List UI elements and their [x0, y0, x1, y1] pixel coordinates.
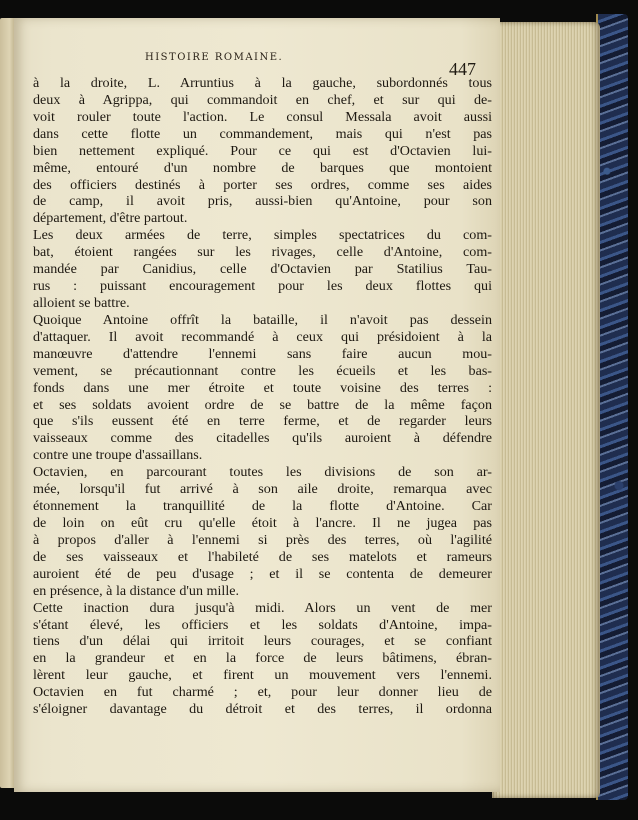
text-line: alloient se battre. — [33, 294, 130, 311]
text-line: même, entouré d'un nombre de barques que montoient — [33, 159, 492, 176]
text-line: auroient été de peu d'usage ; et il se contenta de demeurer — [33, 565, 492, 582]
text-line: vement, se précautionnant contre les écueils et les bas- — [33, 362, 492, 379]
text-line: lèrent leur gauche, et firent un mouvement vers l'ennemi. — [33, 667, 492, 684]
text-line: en présence, à la distance d'un mille. — [33, 582, 240, 599]
text-line: de ses vaisseaux et l'habileté de ses matelots et rameurs — [33, 548, 492, 565]
marbled-cover — [596, 14, 628, 800]
text-line: bien nettement expliqué. Pour ce qui est d'Octavien lui- — [33, 142, 492, 159]
text-line: de camp, il avoit pris, aussi-bien qu'Antoine, pour son — [33, 193, 492, 210]
text-line: étonnement la tranquillité de la flotte d'Antoine. Car — [33, 498, 492, 515]
text-line: en la grandeur et en la force de leurs bâtimens, ébran- — [33, 650, 492, 667]
page-number: 447 — [449, 59, 476, 79]
running-title: HISTOIRE ROMAINE. — [145, 52, 284, 63]
text-line: fonds dans une mer étroite et toute voisine des terres : — [33, 379, 492, 396]
text-line: à propos d'aller à l'ennemi si près des terres, où l'agilité — [33, 531, 492, 548]
body-text — [33, 75, 492, 718]
text-line: voit rouler toute l'action. Le consul Messala avoit aussi — [33, 108, 492, 125]
text-line: manœuvre d'attendre l'ennemi sans faire aucun mou- — [33, 345, 492, 362]
text-line: dans cette flotte un commandement, mais qui n'est pas — [33, 125, 492, 142]
text-line: vaisseaux comme des citadelles qu'ils auroient à défendre — [33, 430, 492, 447]
text-line: que s'ils eussent été en terre ferme, et de regarder leurs — [33, 413, 492, 430]
text-line: Cette inaction dura jusqu'à midi. Alors un vent de mer — [33, 599, 492, 616]
text-line: des officiers destinés à porter ses ordres, comme ses aides — [33, 176, 492, 193]
text-line: deux à Agrippa, qui commandoit en chef, et sur qui de- — [33, 91, 492, 108]
text-line: s'étant élevé, les officiers et les soldats d'Antoine, impa- — [33, 616, 492, 633]
text-line: d'attaquer. Il avoit recommandé à ceux qui présidoient à la — [33, 328, 492, 345]
text-line: département, d'être partout. — [33, 210, 188, 227]
text-line: mandée par Canidius, celle d'Octavien par Statilius Tau- — [33, 261, 492, 278]
text-line: à la droite, L. Arruntius à la gauche, subordonnés tous — [33, 75, 492, 91]
text-line: Octavien en fut charmé ; et, pour leur donner lieu de — [33, 684, 492, 701]
text-line: Octavien, en parcourant toutes les divisions de son ar- — [33, 464, 492, 481]
text-line: mée, lorsqu'il fut arrivé à son aile droite, remarqua avec — [33, 481, 492, 498]
text-line: contre une troupe d'assaillans. — [33, 447, 203, 464]
text-line: Les deux armées de terre, simples spectatrices du com- — [33, 227, 492, 244]
text-line: de loin on eût cru qu'elle étoit à l'ancre. Il ne jugea pas — [33, 514, 492, 531]
text-line: et ses soldats avoient ordre de se battre de la même façon — [33, 396, 492, 413]
text-line: bat, étoient rangées sur les rivages, celle d'Antoine, com- — [33, 244, 492, 261]
text-line: rus : puissant encouragement pour les deux flottes qui — [33, 278, 492, 295]
text-line: tiens d'un délai qui irritoit leurs courages, et se confiant — [33, 633, 492, 650]
page-fore-edge — [492, 22, 600, 798]
text-line: s'éloigner davantage du détroit et des terres, il ordonna — [33, 701, 492, 718]
text-line: Quoique Antoine offrît la bataille, il n'avoit pas dessein — [33, 311, 492, 328]
